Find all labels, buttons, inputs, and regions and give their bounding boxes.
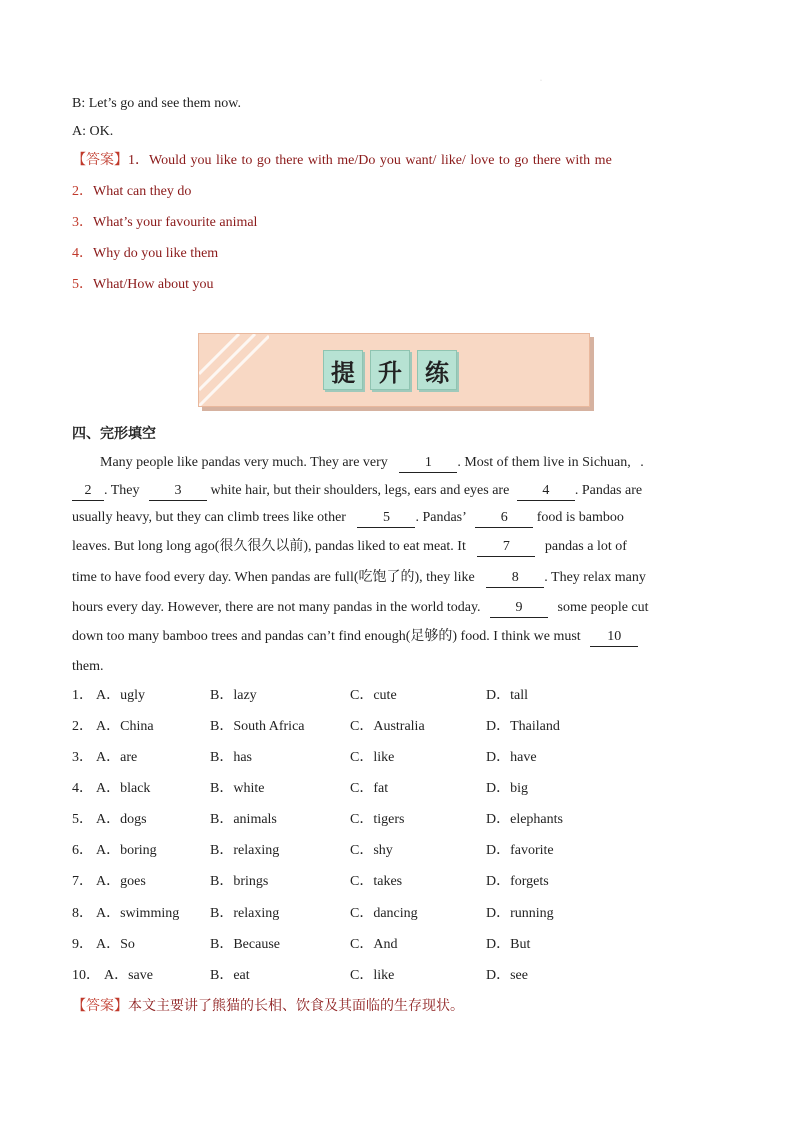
option-row-9 (72, 935, 722, 955)
option-d: D．elephants (486, 812, 563, 827)
blank-4: 4 (517, 482, 575, 501)
option-d: D．forgets (486, 874, 549, 889)
option-c: C．like (350, 968, 395, 983)
option-c: C．dancing (350, 906, 418, 921)
passage-text: hours every day. However, there are not many pandas in the world today. (72, 600, 481, 615)
banner-char-2: 升 (370, 350, 410, 390)
option-b: B．relaxing (210, 906, 280, 921)
passage-line-1 (72, 453, 722, 473)
option-c: C．like (350, 750, 395, 765)
option-b: B．animals (210, 812, 277, 827)
passage-text: pandas a lot of (544, 539, 627, 554)
question-number: 1． (72, 688, 93, 703)
answer-2-num: 2． (72, 184, 93, 199)
option-b: B．South Africa (210, 719, 305, 734)
passage-text: some people cut (557, 600, 649, 615)
option-a: A．ugly (96, 688, 145, 703)
option-row-4 (72, 779, 722, 799)
passage-line-8: them. (72, 659, 104, 674)
passage-text: usually heavy, but they can climb trees like other (72, 510, 346, 525)
section-title: 四、完形填空 (72, 426, 156, 442)
option-c: C．Australia (350, 719, 425, 734)
blank-10: 10 (590, 628, 638, 647)
option-c: C．cute (350, 688, 397, 703)
option-a: A．China (96, 719, 154, 734)
passage-line-5 (72, 568, 722, 588)
final-answer-tag: 【答案】 (72, 998, 128, 1014)
passage-text: . Pandas are (574, 483, 643, 498)
blank-5: 5 (357, 509, 415, 528)
banner-stripes-decoration (199, 334, 269, 407)
stray-dot: · (540, 78, 542, 84)
answer-2 (72, 182, 191, 202)
option-d: D．big (486, 781, 528, 796)
passage-text: . Most of them live in Sichuan, (457, 455, 631, 470)
passage-line-7 (72, 627, 722, 647)
option-c: C．shy (350, 843, 393, 858)
question-number: 9． (72, 937, 93, 952)
question-number: 6． (72, 843, 93, 858)
passage-line-3 (72, 508, 722, 528)
question-number: 7． (72, 874, 93, 889)
final-answer-text: 本文主要讲了熊猫的长相、饮食及其面临的生存现状。 (128, 998, 464, 1014)
blank-9: 9 (490, 599, 548, 618)
banner-char-1: 提 (323, 350, 363, 390)
option-d: D．have (486, 750, 537, 765)
answer-3-num: 3． (72, 215, 93, 230)
passage-line-4 (72, 537, 722, 557)
option-b: B．white (210, 781, 265, 796)
option-a: A．dogs (96, 812, 147, 827)
option-b: B．relaxing (210, 843, 280, 858)
option-row-10 (72, 966, 722, 986)
question-number: 3． (72, 750, 93, 765)
option-row-8 (72, 904, 722, 924)
option-a: A．So (96, 937, 135, 952)
answer-3 (72, 213, 257, 233)
passage-text: leaves. But long long ago(很久很久以前), pandas liked to eat meat. It (72, 539, 466, 554)
option-b: B．has (210, 750, 252, 765)
option-b: B．eat (210, 968, 250, 983)
question-number: 2． (72, 719, 93, 734)
passage-line-6 (72, 598, 722, 618)
passage-text: . Pandas’ (415, 510, 466, 525)
option-d: D．tall (486, 688, 528, 703)
question-number: 10． (72, 968, 100, 983)
blank-6: 6 (475, 509, 533, 528)
passage-text: . (640, 455, 644, 470)
blank-8: 8 (486, 569, 544, 588)
option-d: D．favorite (486, 843, 554, 858)
option-row-1 (72, 686, 722, 706)
option-a: A．swimming (96, 906, 180, 921)
blank-1: 1 (399, 454, 457, 473)
question-number: 4． (72, 781, 93, 796)
option-d: D．Thailand (486, 719, 560, 734)
banner-char-3: 练 (417, 350, 457, 390)
blank-7: 7 (477, 538, 535, 557)
option-b: B．brings (210, 874, 269, 889)
answer-5-text: What/How about you (93, 277, 214, 292)
final-answer (72, 996, 464, 1016)
banner-panel (198, 333, 590, 407)
answer-5 (72, 275, 214, 295)
option-a: A．boring (96, 843, 157, 858)
passage-text: time to have food every day. When pandas are full(吃饱了的), they like (72, 570, 475, 585)
question-number: 8． (72, 906, 93, 921)
banner-title (323, 350, 467, 390)
passage-text: white hair, but their shoulders, legs, ears and eyes are (210, 483, 510, 498)
dialogue-line-a: A: OK. (72, 124, 114, 139)
section-banner (198, 333, 594, 411)
option-d: D．see (486, 968, 528, 983)
option-d: D．running (486, 906, 554, 921)
answer-1 (72, 151, 612, 171)
option-c: C．tigers (350, 812, 405, 827)
answer-4 (72, 244, 218, 264)
passage-text: . They (104, 483, 140, 498)
option-c: C．takes (350, 874, 403, 889)
answer-2-text: What can they do (93, 184, 192, 199)
answer-4-num: 4． (72, 246, 93, 261)
passage-line-2 (72, 481, 722, 501)
option-b: B．Because (210, 937, 280, 952)
dialogue-line-b: B: Let’s go and see them now. (72, 96, 242, 111)
passage-text: down too many bamboo trees and pandas can’t find enough(足够的) food. I think we must (72, 629, 581, 644)
option-c: C．fat (350, 781, 389, 796)
answer-5-num: 5． (72, 277, 93, 292)
option-a: A．black (96, 781, 151, 796)
option-a: A．are (96, 750, 138, 765)
option-a: A．goes (96, 874, 146, 889)
option-row-2 (72, 717, 722, 737)
option-row-6 (72, 841, 722, 861)
answer-3-text: What’s your favourite animal (93, 215, 258, 230)
option-row-5 (72, 810, 722, 830)
passage-text: food is bamboo (536, 510, 624, 525)
option-b: B．lazy (210, 688, 257, 703)
passage-text: . They relax many (544, 570, 646, 585)
question-number: 5． (72, 812, 93, 827)
blank-2: 2 (72, 482, 104, 501)
option-a: A．save (104, 968, 153, 983)
option-c: C．And (350, 937, 398, 952)
blank-3: 3 (149, 482, 207, 501)
answer-4-text: Why do you like them (93, 246, 219, 261)
answer-1-text: 1．Would you like to go there with me/Do you want/ like/ love to go there with me (128, 153, 612, 168)
option-d: D．But (486, 937, 531, 952)
answer-tag: 【答案】 (72, 153, 128, 168)
option-row-3 (72, 748, 722, 768)
passage-text: Many people like pandas very much. They are very (100, 455, 388, 470)
option-row-7 (72, 872, 722, 892)
